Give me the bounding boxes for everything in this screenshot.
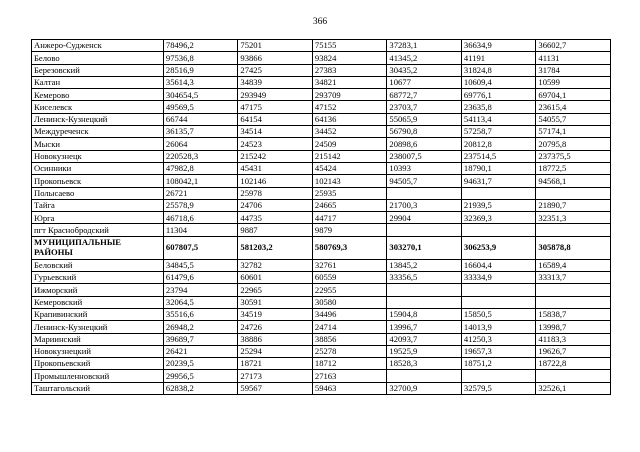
value-cell: 220528,3 bbox=[163, 150, 238, 162]
value-cell: 306253,9 bbox=[461, 236, 536, 259]
value-cell: 33356,5 bbox=[387, 272, 462, 284]
value-cell: 21890,7 bbox=[536, 199, 611, 211]
value-cell: 237514,5 bbox=[461, 150, 536, 162]
value-cell: 57258,7 bbox=[461, 126, 536, 138]
value-cell: 25935 bbox=[312, 187, 387, 199]
value-cell: 45431 bbox=[238, 162, 313, 174]
value-cell: 102146 bbox=[238, 175, 313, 187]
value-cell: 27383 bbox=[312, 64, 387, 76]
value-cell: 38886 bbox=[238, 333, 313, 345]
value-cell: 215142 bbox=[312, 150, 387, 162]
value-cell: 32351,3 bbox=[536, 212, 611, 224]
row-name-cell: Гурьевский bbox=[32, 272, 164, 284]
value-cell: 23794 bbox=[163, 284, 238, 296]
value-cell: 20812,8 bbox=[461, 138, 536, 150]
value-cell: 38856 bbox=[312, 333, 387, 345]
table-row bbox=[32, 101, 611, 113]
value-cell: 36602,7 bbox=[536, 40, 611, 52]
value-cell bbox=[387, 370, 462, 382]
value-cell: 293709 bbox=[312, 89, 387, 101]
row-name-cell: Новокузнецкий bbox=[32, 345, 164, 357]
value-cell: 31784 bbox=[536, 64, 611, 76]
value-cell: 305878,8 bbox=[536, 236, 611, 259]
value-cell: 21700,3 bbox=[387, 199, 462, 211]
table-row bbox=[32, 113, 611, 125]
value-cell: 47982,8 bbox=[163, 162, 238, 174]
table-row bbox=[32, 76, 611, 88]
row-name-cell: Березовский bbox=[32, 64, 164, 76]
value-cell: 32369,3 bbox=[461, 212, 536, 224]
value-cell: 102143 bbox=[312, 175, 387, 187]
row-name-cell: Юрга bbox=[32, 212, 164, 224]
value-cell: 34452 bbox=[312, 126, 387, 138]
table-row bbox=[32, 236, 611, 259]
value-cell: 54113,4 bbox=[461, 113, 536, 125]
value-cell: 237375,5 bbox=[536, 150, 611, 162]
value-cell: 21939,5 bbox=[461, 199, 536, 211]
table-row bbox=[32, 199, 611, 211]
value-cell: 580769,3 bbox=[312, 236, 387, 259]
row-name-cell: Кемерово bbox=[32, 89, 164, 101]
row-name-cell: Междуреченск bbox=[32, 126, 164, 138]
row-name-cell: Киселевск bbox=[32, 101, 164, 113]
value-cell: 29904 bbox=[387, 212, 462, 224]
table-row bbox=[32, 224, 611, 236]
value-cell bbox=[461, 296, 536, 308]
value-cell: 97536,8 bbox=[163, 52, 238, 64]
table-row bbox=[32, 296, 611, 308]
value-cell: 18722,8 bbox=[536, 358, 611, 370]
value-cell: 41191 bbox=[461, 52, 536, 64]
row-name-cell: Новокузнецк bbox=[32, 150, 164, 162]
value-cell bbox=[536, 187, 611, 199]
row-name-cell: Калтан bbox=[32, 76, 164, 88]
value-cell: 34514 bbox=[238, 126, 313, 138]
value-cell: 10393 bbox=[387, 162, 462, 174]
value-cell: 22965 bbox=[238, 284, 313, 296]
value-cell: 11304 bbox=[163, 224, 238, 236]
value-cell: 44717 bbox=[312, 212, 387, 224]
value-cell: 62838,2 bbox=[163, 382, 238, 394]
table-row bbox=[32, 272, 611, 284]
value-cell bbox=[536, 370, 611, 382]
table-row bbox=[32, 89, 611, 101]
table-row bbox=[32, 40, 611, 52]
value-cell: 18712 bbox=[312, 358, 387, 370]
table-row bbox=[32, 358, 611, 370]
value-cell: 57174,1 bbox=[536, 126, 611, 138]
value-cell: 23615,4 bbox=[536, 101, 611, 113]
value-cell: 9887 bbox=[238, 224, 313, 236]
value-cell: 19626,7 bbox=[536, 345, 611, 357]
value-cell: 25978 bbox=[238, 187, 313, 199]
value-cell: 18751,2 bbox=[461, 358, 536, 370]
value-cell: 16604,4 bbox=[461, 259, 536, 271]
row-name-cell: Мариинский bbox=[32, 333, 164, 345]
value-cell: 16589,4 bbox=[536, 259, 611, 271]
value-cell: 41131 bbox=[536, 52, 611, 64]
value-cell: 64136 bbox=[312, 113, 387, 125]
value-cell: 14013,9 bbox=[461, 321, 536, 333]
row-name-cell: пгт Краснобродский bbox=[32, 224, 164, 236]
value-cell: 215242 bbox=[238, 150, 313, 162]
value-cell: 35516,6 bbox=[163, 308, 238, 320]
row-name-cell: Анжеро-Судженск bbox=[32, 40, 164, 52]
value-cell: 47152 bbox=[312, 101, 387, 113]
value-cell: 18528,3 bbox=[387, 358, 462, 370]
value-cell: 10599 bbox=[536, 76, 611, 88]
value-cell: 238007,5 bbox=[387, 150, 462, 162]
row-name-cell: Прокопьевский bbox=[32, 358, 164, 370]
table-row bbox=[32, 370, 611, 382]
value-cell: 15904,8 bbox=[387, 308, 462, 320]
value-cell: 293949 bbox=[238, 89, 313, 101]
value-cell: 23703,7 bbox=[387, 101, 462, 113]
value-cell: 303270,1 bbox=[387, 236, 462, 259]
value-cell: 75201 bbox=[238, 40, 313, 52]
value-cell: 32064,5 bbox=[163, 296, 238, 308]
row-name-cell: Белово bbox=[32, 52, 164, 64]
table-row bbox=[32, 126, 611, 138]
table-row bbox=[32, 187, 611, 199]
value-cell: 41183,3 bbox=[536, 333, 611, 345]
value-cell: 33313,7 bbox=[536, 272, 611, 284]
value-cell: 55065,9 bbox=[387, 113, 462, 125]
value-cell: 15838,7 bbox=[536, 308, 611, 320]
row-name-cell: Ленинск-Кузнецкий bbox=[32, 321, 164, 333]
value-cell: 34496 bbox=[312, 308, 387, 320]
value-cell: 32526,1 bbox=[536, 382, 611, 394]
table-row bbox=[32, 321, 611, 333]
value-cell: 41250,3 bbox=[461, 333, 536, 345]
value-cell: 30580 bbox=[312, 296, 387, 308]
value-cell: 25294 bbox=[238, 345, 313, 357]
value-cell: 78496,2 bbox=[163, 40, 238, 52]
value-cell: 24509 bbox=[312, 138, 387, 150]
value-cell bbox=[461, 224, 536, 236]
value-cell: 33334,9 bbox=[461, 272, 536, 284]
value-cell: 28516,9 bbox=[163, 64, 238, 76]
value-cell: 36135,7 bbox=[163, 126, 238, 138]
value-cell: 15850,5 bbox=[461, 308, 536, 320]
row-name-cell: МУНИЦИПАЛЬНЫЕ РАЙОНЫ bbox=[32, 236, 164, 259]
value-cell: 30435,2 bbox=[387, 64, 462, 76]
table-row bbox=[32, 308, 611, 320]
value-cell: 304654,5 bbox=[163, 89, 238, 101]
value-cell: 20898,6 bbox=[387, 138, 462, 150]
value-cell: 10677 bbox=[387, 76, 462, 88]
value-cell: 27425 bbox=[238, 64, 313, 76]
table-row bbox=[32, 138, 611, 150]
value-cell: 39689,7 bbox=[163, 333, 238, 345]
table-row bbox=[32, 64, 611, 76]
value-cell: 24523 bbox=[238, 138, 313, 150]
value-cell: 24726 bbox=[238, 321, 313, 333]
value-cell: 34519 bbox=[238, 308, 313, 320]
value-cell: 41345,2 bbox=[387, 52, 462, 64]
value-cell: 25278 bbox=[312, 345, 387, 357]
value-cell: 36634,9 bbox=[461, 40, 536, 52]
value-cell bbox=[536, 284, 611, 296]
value-cell: 46718,6 bbox=[163, 212, 238, 224]
table-row bbox=[32, 52, 611, 64]
value-cell: 93824 bbox=[312, 52, 387, 64]
value-cell: 25578,9 bbox=[163, 199, 238, 211]
value-cell: 13845,2 bbox=[387, 259, 462, 271]
table-body bbox=[32, 40, 611, 395]
value-cell: 108042,1 bbox=[163, 175, 238, 187]
row-name-cell: Ижморский bbox=[32, 284, 164, 296]
value-cell: 24714 bbox=[312, 321, 387, 333]
value-cell: 47175 bbox=[238, 101, 313, 113]
value-cell: 23635,8 bbox=[461, 101, 536, 113]
row-name-cell: Кемеровский bbox=[32, 296, 164, 308]
value-cell: 60601 bbox=[238, 272, 313, 284]
value-cell: 42093,7 bbox=[387, 333, 462, 345]
value-cell bbox=[387, 224, 462, 236]
value-cell: 24665 bbox=[312, 199, 387, 211]
value-cell: 32782 bbox=[238, 259, 313, 271]
row-name-cell: Мыски bbox=[32, 138, 164, 150]
value-cell: 69776,1 bbox=[461, 89, 536, 101]
value-cell bbox=[461, 284, 536, 296]
value-cell: 94505,7 bbox=[387, 175, 462, 187]
value-cell: 68772,7 bbox=[387, 89, 462, 101]
value-cell: 19657,3 bbox=[461, 345, 536, 357]
value-cell: 56790,8 bbox=[387, 126, 462, 138]
table-row bbox=[32, 259, 611, 271]
value-cell: 61479,6 bbox=[163, 272, 238, 284]
value-cell: 27163 bbox=[312, 370, 387, 382]
value-cell: 22955 bbox=[312, 284, 387, 296]
page-number: 366 bbox=[312, 17, 328, 27]
value-cell: 10609,4 bbox=[461, 76, 536, 88]
value-cell: 32579,5 bbox=[461, 382, 536, 394]
value-cell: 69704,1 bbox=[536, 89, 611, 101]
value-cell: 93866 bbox=[238, 52, 313, 64]
value-cell: 54055,7 bbox=[536, 113, 611, 125]
value-cell: 26421 bbox=[163, 345, 238, 357]
value-cell: 34845,5 bbox=[163, 259, 238, 271]
row-name-cell: Беловский bbox=[32, 259, 164, 271]
value-cell: 45424 bbox=[312, 162, 387, 174]
table-row bbox=[32, 212, 611, 224]
value-cell: 20795,8 bbox=[536, 138, 611, 150]
value-cell: 581203,2 bbox=[238, 236, 313, 259]
value-cell: 26064 bbox=[163, 138, 238, 150]
table-row bbox=[32, 162, 611, 174]
value-cell: 94568,1 bbox=[536, 175, 611, 187]
row-name-cell: Тайга bbox=[32, 199, 164, 211]
value-cell: 44735 bbox=[238, 212, 313, 224]
value-cell: 59463 bbox=[312, 382, 387, 394]
value-cell bbox=[536, 296, 611, 308]
value-cell bbox=[387, 284, 462, 296]
value-cell: 94631,7 bbox=[461, 175, 536, 187]
value-cell: 13998,7 bbox=[536, 321, 611, 333]
value-cell: 34839 bbox=[238, 76, 313, 88]
value-cell: 13996,7 bbox=[387, 321, 462, 333]
value-cell: 32761 bbox=[312, 259, 387, 271]
value-cell: 20239,5 bbox=[163, 358, 238, 370]
value-cell: 64154 bbox=[238, 113, 313, 125]
row-name-cell: Крапивинский bbox=[32, 308, 164, 320]
value-cell bbox=[461, 187, 536, 199]
value-cell: 607807,5 bbox=[163, 236, 238, 259]
row-name-cell: Осинники bbox=[32, 162, 164, 174]
value-cell: 34821 bbox=[312, 76, 387, 88]
value-cell bbox=[536, 224, 611, 236]
value-cell: 27173 bbox=[238, 370, 313, 382]
value-cell: 24706 bbox=[238, 199, 313, 211]
value-cell: 26948,2 bbox=[163, 321, 238, 333]
value-cell: 30591 bbox=[238, 296, 313, 308]
value-cell: 18772,5 bbox=[536, 162, 611, 174]
table-row bbox=[32, 345, 611, 357]
table-row bbox=[32, 284, 611, 296]
row-name-cell: Прокопьевск bbox=[32, 175, 164, 187]
value-cell: 35614,3 bbox=[163, 76, 238, 88]
value-cell: 19525,9 bbox=[387, 345, 462, 357]
value-cell: 49569,5 bbox=[163, 101, 238, 113]
value-cell: 32700,9 bbox=[387, 382, 462, 394]
row-name-cell: Таштагольский bbox=[32, 382, 164, 394]
value-cell: 9879 bbox=[312, 224, 387, 236]
table-row bbox=[32, 175, 611, 187]
data-table bbox=[31, 39, 611, 395]
value-cell: 18721 bbox=[238, 358, 313, 370]
value-cell: 26721 bbox=[163, 187, 238, 199]
row-name-cell: Промышленновский bbox=[32, 370, 164, 382]
value-cell: 31824,8 bbox=[461, 64, 536, 76]
value-cell bbox=[387, 296, 462, 308]
value-cell: 29956,5 bbox=[163, 370, 238, 382]
value-cell: 37283,1 bbox=[387, 40, 462, 52]
value-cell: 60559 bbox=[312, 272, 387, 284]
table-row bbox=[32, 150, 611, 162]
table-row bbox=[32, 333, 611, 345]
value-cell: 66744 bbox=[163, 113, 238, 125]
row-name-cell: Ленинск-Кузнецкий bbox=[32, 113, 164, 125]
table-row bbox=[32, 382, 611, 394]
value-cell: 59567 bbox=[238, 382, 313, 394]
value-cell bbox=[461, 370, 536, 382]
value-cell: 75155 bbox=[312, 40, 387, 52]
row-name-cell: Полысаево bbox=[32, 187, 164, 199]
value-cell bbox=[387, 187, 462, 199]
value-cell: 18790,1 bbox=[461, 162, 536, 174]
